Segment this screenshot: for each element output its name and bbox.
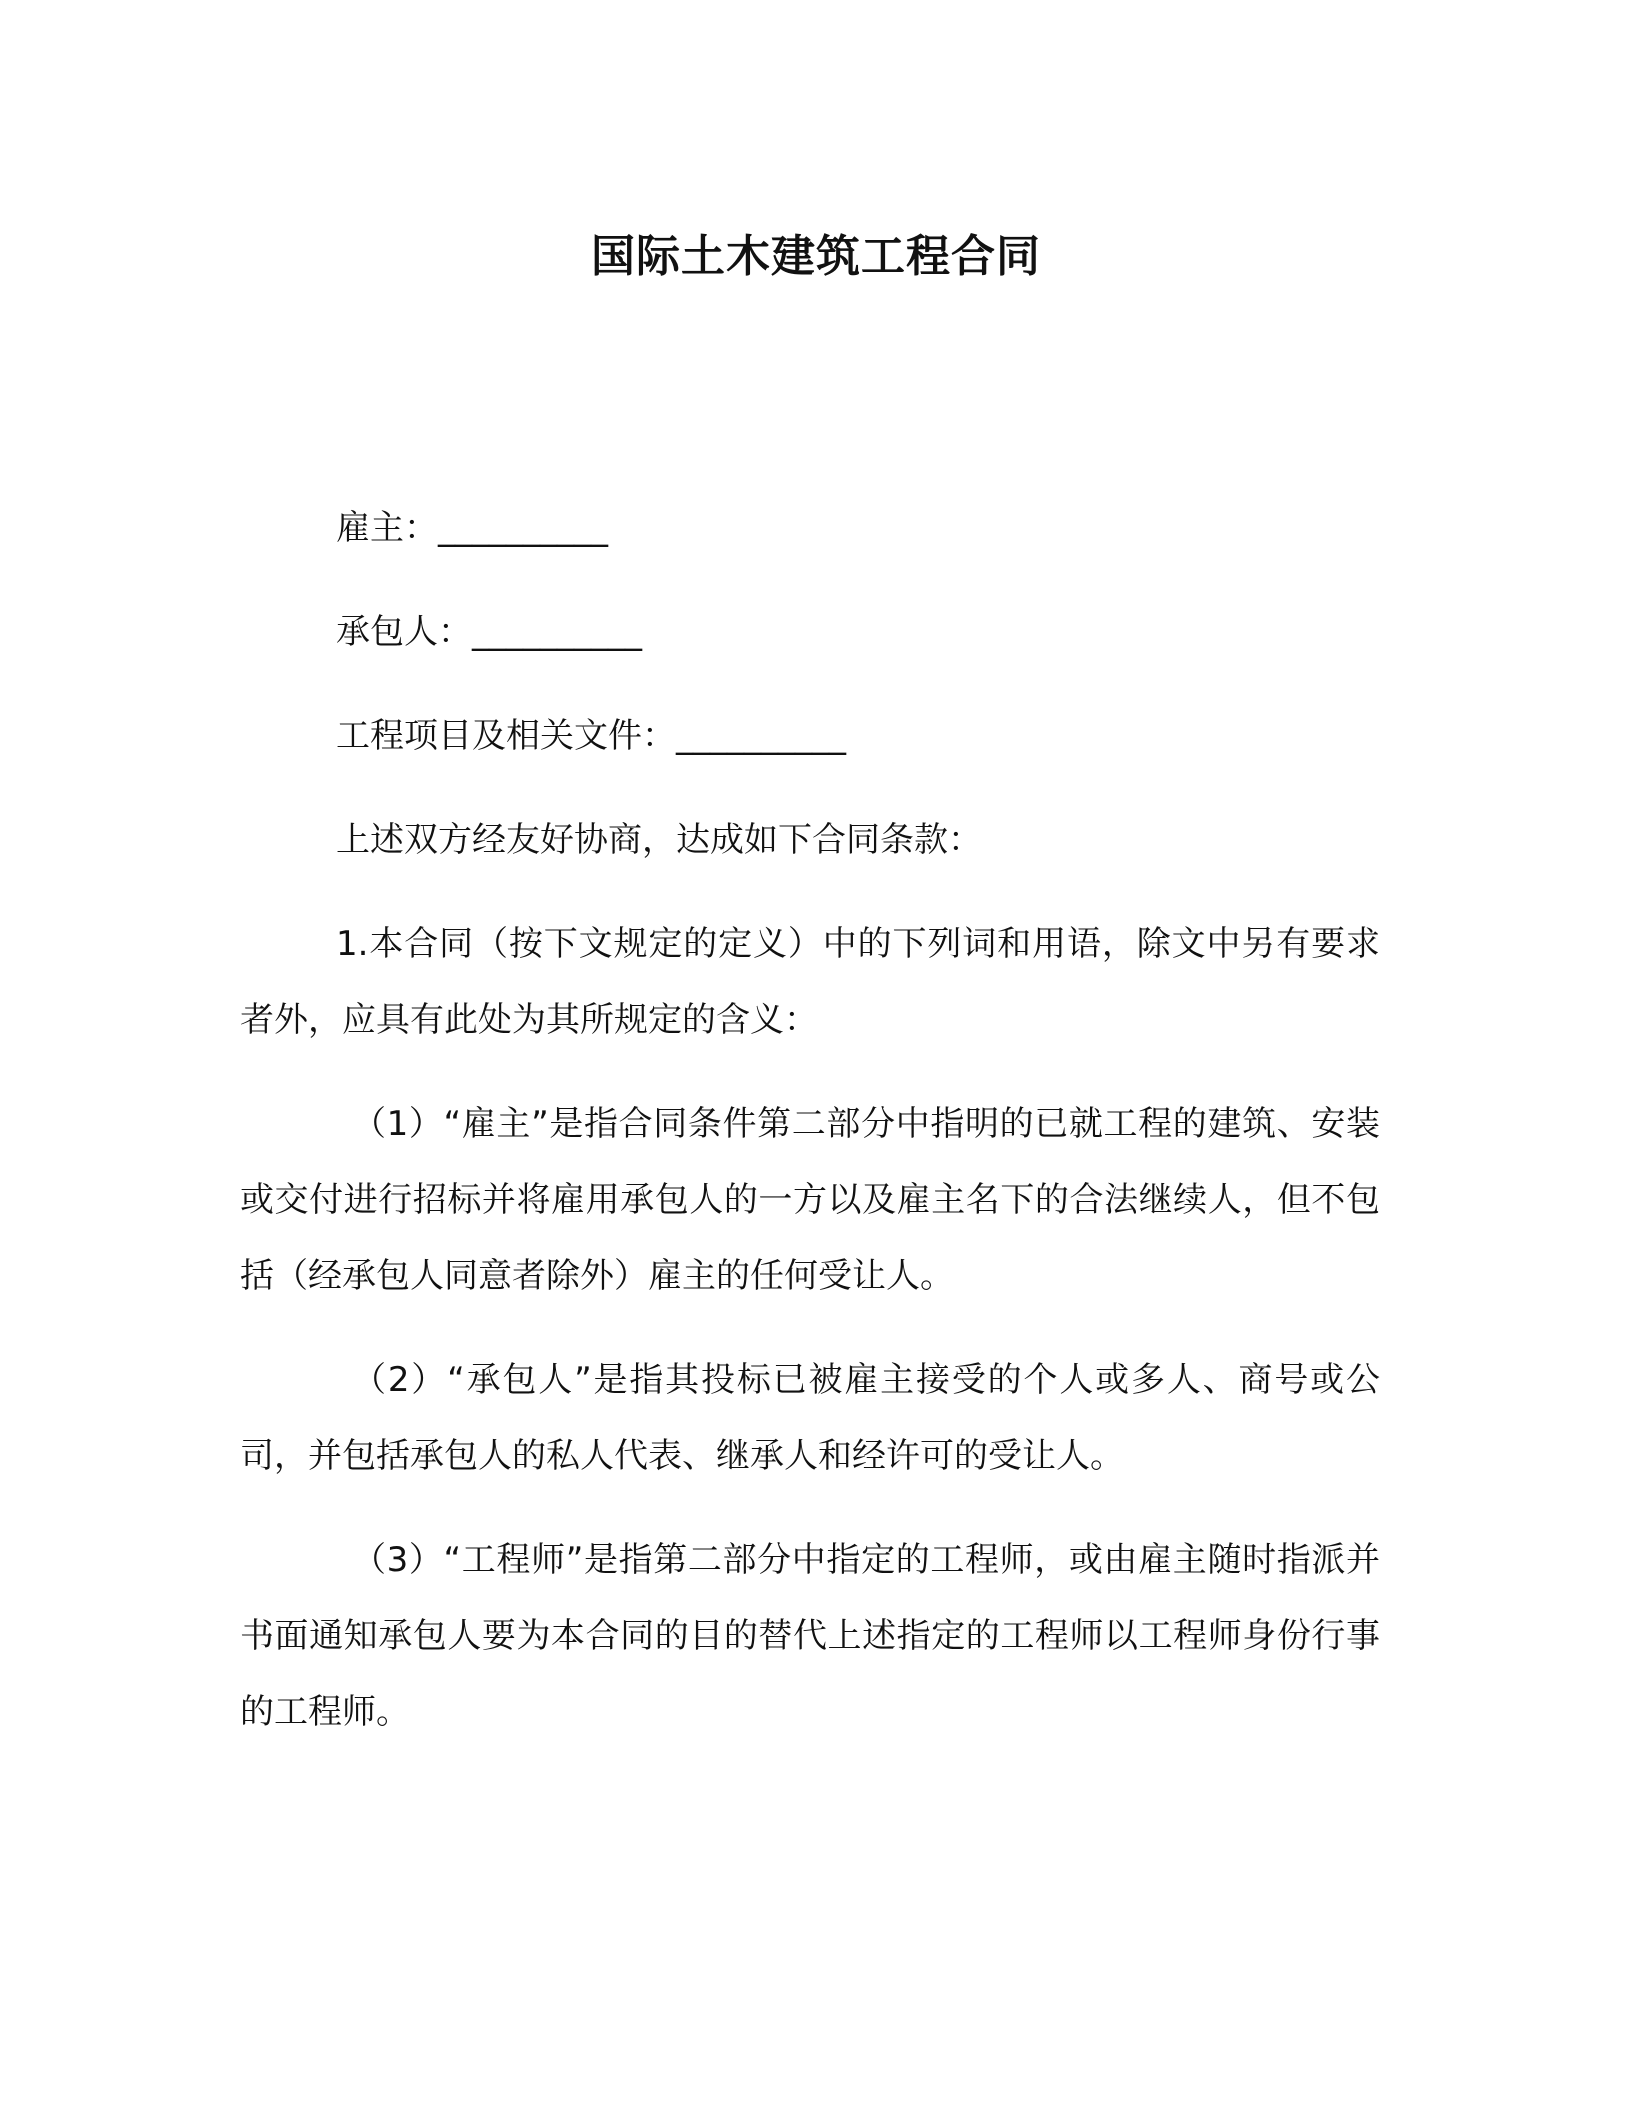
clause-1-paragraph: 1.本合同（按下文规定的定义）中的下列词和用语，除文中另有要求者外，应具有此处为其所规定的含义： bbox=[240, 924, 1380, 1040]
contractor-field: 承包人：__________ bbox=[336, 612, 642, 652]
document-title: 国际土木建筑工程合同 bbox=[591, 231, 1041, 282]
definition-engineer: （3）“工程师”是指第二部分中指定的工程师，或由雇主随时指派并书面通知承包人要为本合同的目的替代上述指定的工程师以工程师身份行事的工程师。 bbox=[240, 1540, 1380, 1732]
definition-contractor: （2）“承包人”是指其投标已被雇主接受的个人或多人、商号或公司，并包括承包人的私人代表、继承人和经许可的受让人。 bbox=[240, 1360, 1380, 1476]
employer-field: 雇主：__________ bbox=[336, 508, 608, 548]
intro-paragraph: 上述双方经友好协商，达成如下合同条款： bbox=[336, 820, 982, 860]
definition-employer: （1）“雇主”是指合同条件第二部分中指明的已就工程的建筑、安装或交付进行招标并将雇用承包人的一方以及雇主名下的合法继续人，但不包括（经承包人同意者除外）雇主的任何受让人。 bbox=[240, 1104, 1380, 1296]
project-documents-field: 工程项目及相关文件：__________ bbox=[336, 716, 846, 756]
document-body bbox=[240, 490, 1380, 1778]
